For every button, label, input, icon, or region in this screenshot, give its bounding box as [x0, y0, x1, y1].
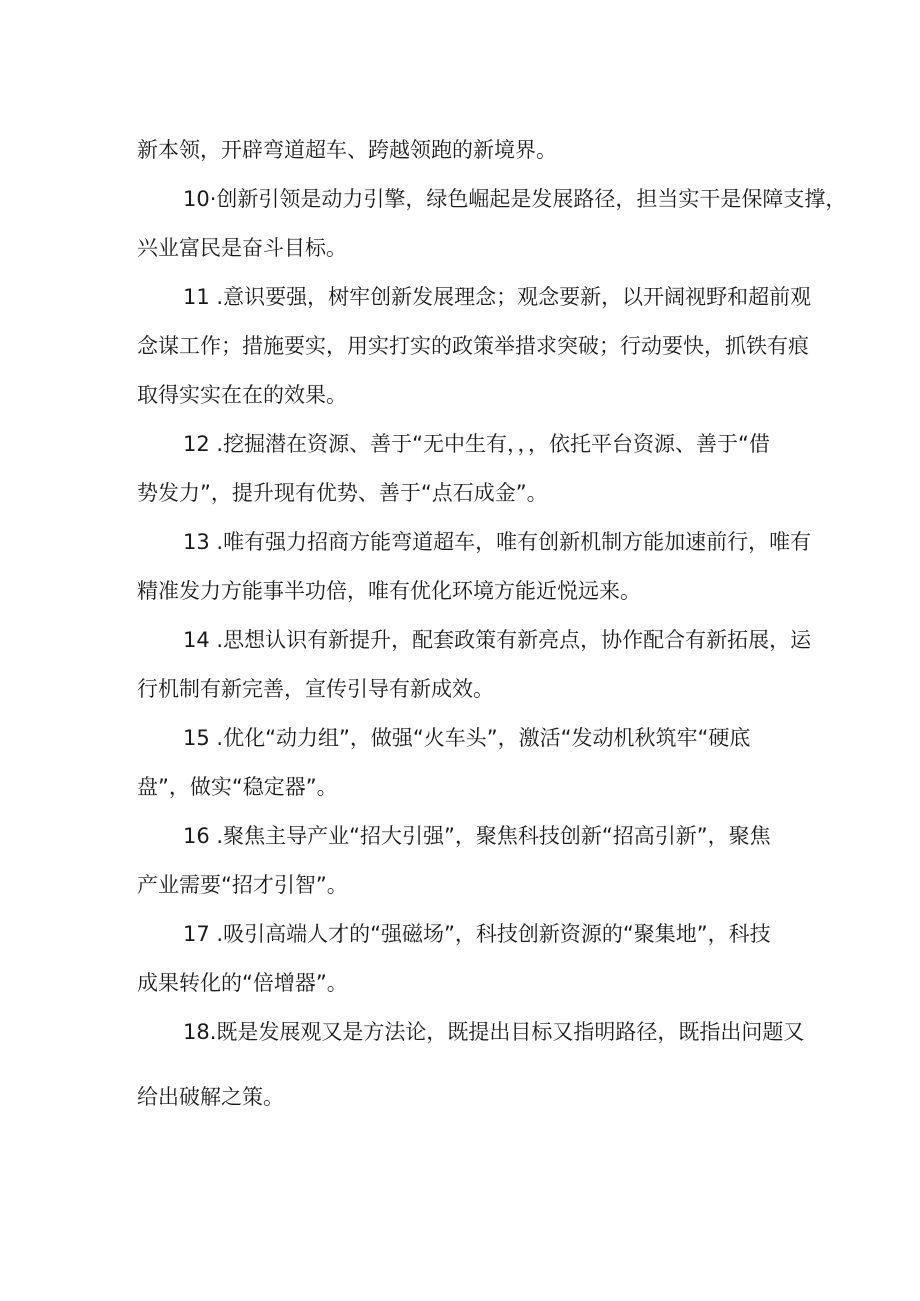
paragraph-13 [137, 522, 812, 620]
paragraph-18 [137, 1012, 805, 1126]
paragraph-line: 新本领，开辟弯道超车、跨越领跑的新境界。 [137, 138, 557, 162]
paragraph-line: 精准发力方能事半功倍，唯有优化环境方能近悦远来。 [137, 579, 641, 603]
paragraph-17 [137, 914, 787, 1012]
paragraph-line: 18.既是发展观又是方法论，既提出目标又指明路径，既指出问题又 [183, 1020, 805, 1044]
paragraph-14 [137, 620, 812, 718]
paragraph-15 [137, 718, 787, 816]
paragraph-10 [137, 179, 847, 277]
paragraph-line: 10·创新引领是动力引擎，绿色崛起是发展路径，担当实干是保障支撑， [183, 187, 847, 211]
paragraph-line: 成果转化的“倍增器”。 [137, 971, 348, 995]
paragraph-line: 盘”，做实“稳定器”。 [137, 775, 338, 799]
paragraph-line: 势发力”，提升现有优势、善于“点石成金”。 [137, 481, 548, 505]
paragraph-line: 14 .思想认识有新提升，配套政策有新亮点，协作配合有新拓展，运 [183, 628, 812, 652]
paragraph-line: 16 .聚焦主导产业“招大引强”，聚焦科技创新“招高引新”，聚焦 [183, 824, 771, 848]
paragraph-line: 行机制有新完善，宣传引导有新成效。 [137, 677, 494, 701]
paragraph-line: 11 .意识要强，树牢创新发展理念；观念要新，以开阔视野和超前观 [183, 285, 812, 309]
paragraph-11 [137, 277, 812, 424]
paragraph-line: 15 .优化“动力组”，做强“火车头”，激活“发动机秋筑牢“硬底 [183, 726, 751, 750]
paragraph-line: 给出破解之策。 [137, 1085, 284, 1109]
paragraph-line: 取得实实在在的效果。 [137, 383, 347, 407]
paragraph-16 [137, 816, 787, 914]
document-body [137, 130, 847, 1126]
paragraph-line: 13 .唯有强力招商方能弯道超车，唯有创新机制方能加速前行，唯有 [183, 530, 812, 554]
paragraph-line: 兴业富民是奋斗目标。 [137, 236, 347, 260]
paragraph-12 [137, 424, 787, 522]
paragraph-line: 17 .吸引高端人才的“强磁场”，科技创新资源的“聚集地”，科技 [183, 922, 771, 946]
paragraph-line: 产业需要“招才引智”。 [137, 873, 348, 897]
paragraph-line: 念谋工作；措施要实，用实打实的政策举措求突破；行动要快，抓铁有痕 [137, 334, 809, 358]
paragraph-continuation [137, 130, 787, 179]
paragraph-line: 12 .挖掘潜在资源、善于“无中生有，，，依托平台资源、善于“借 [183, 432, 770, 456]
